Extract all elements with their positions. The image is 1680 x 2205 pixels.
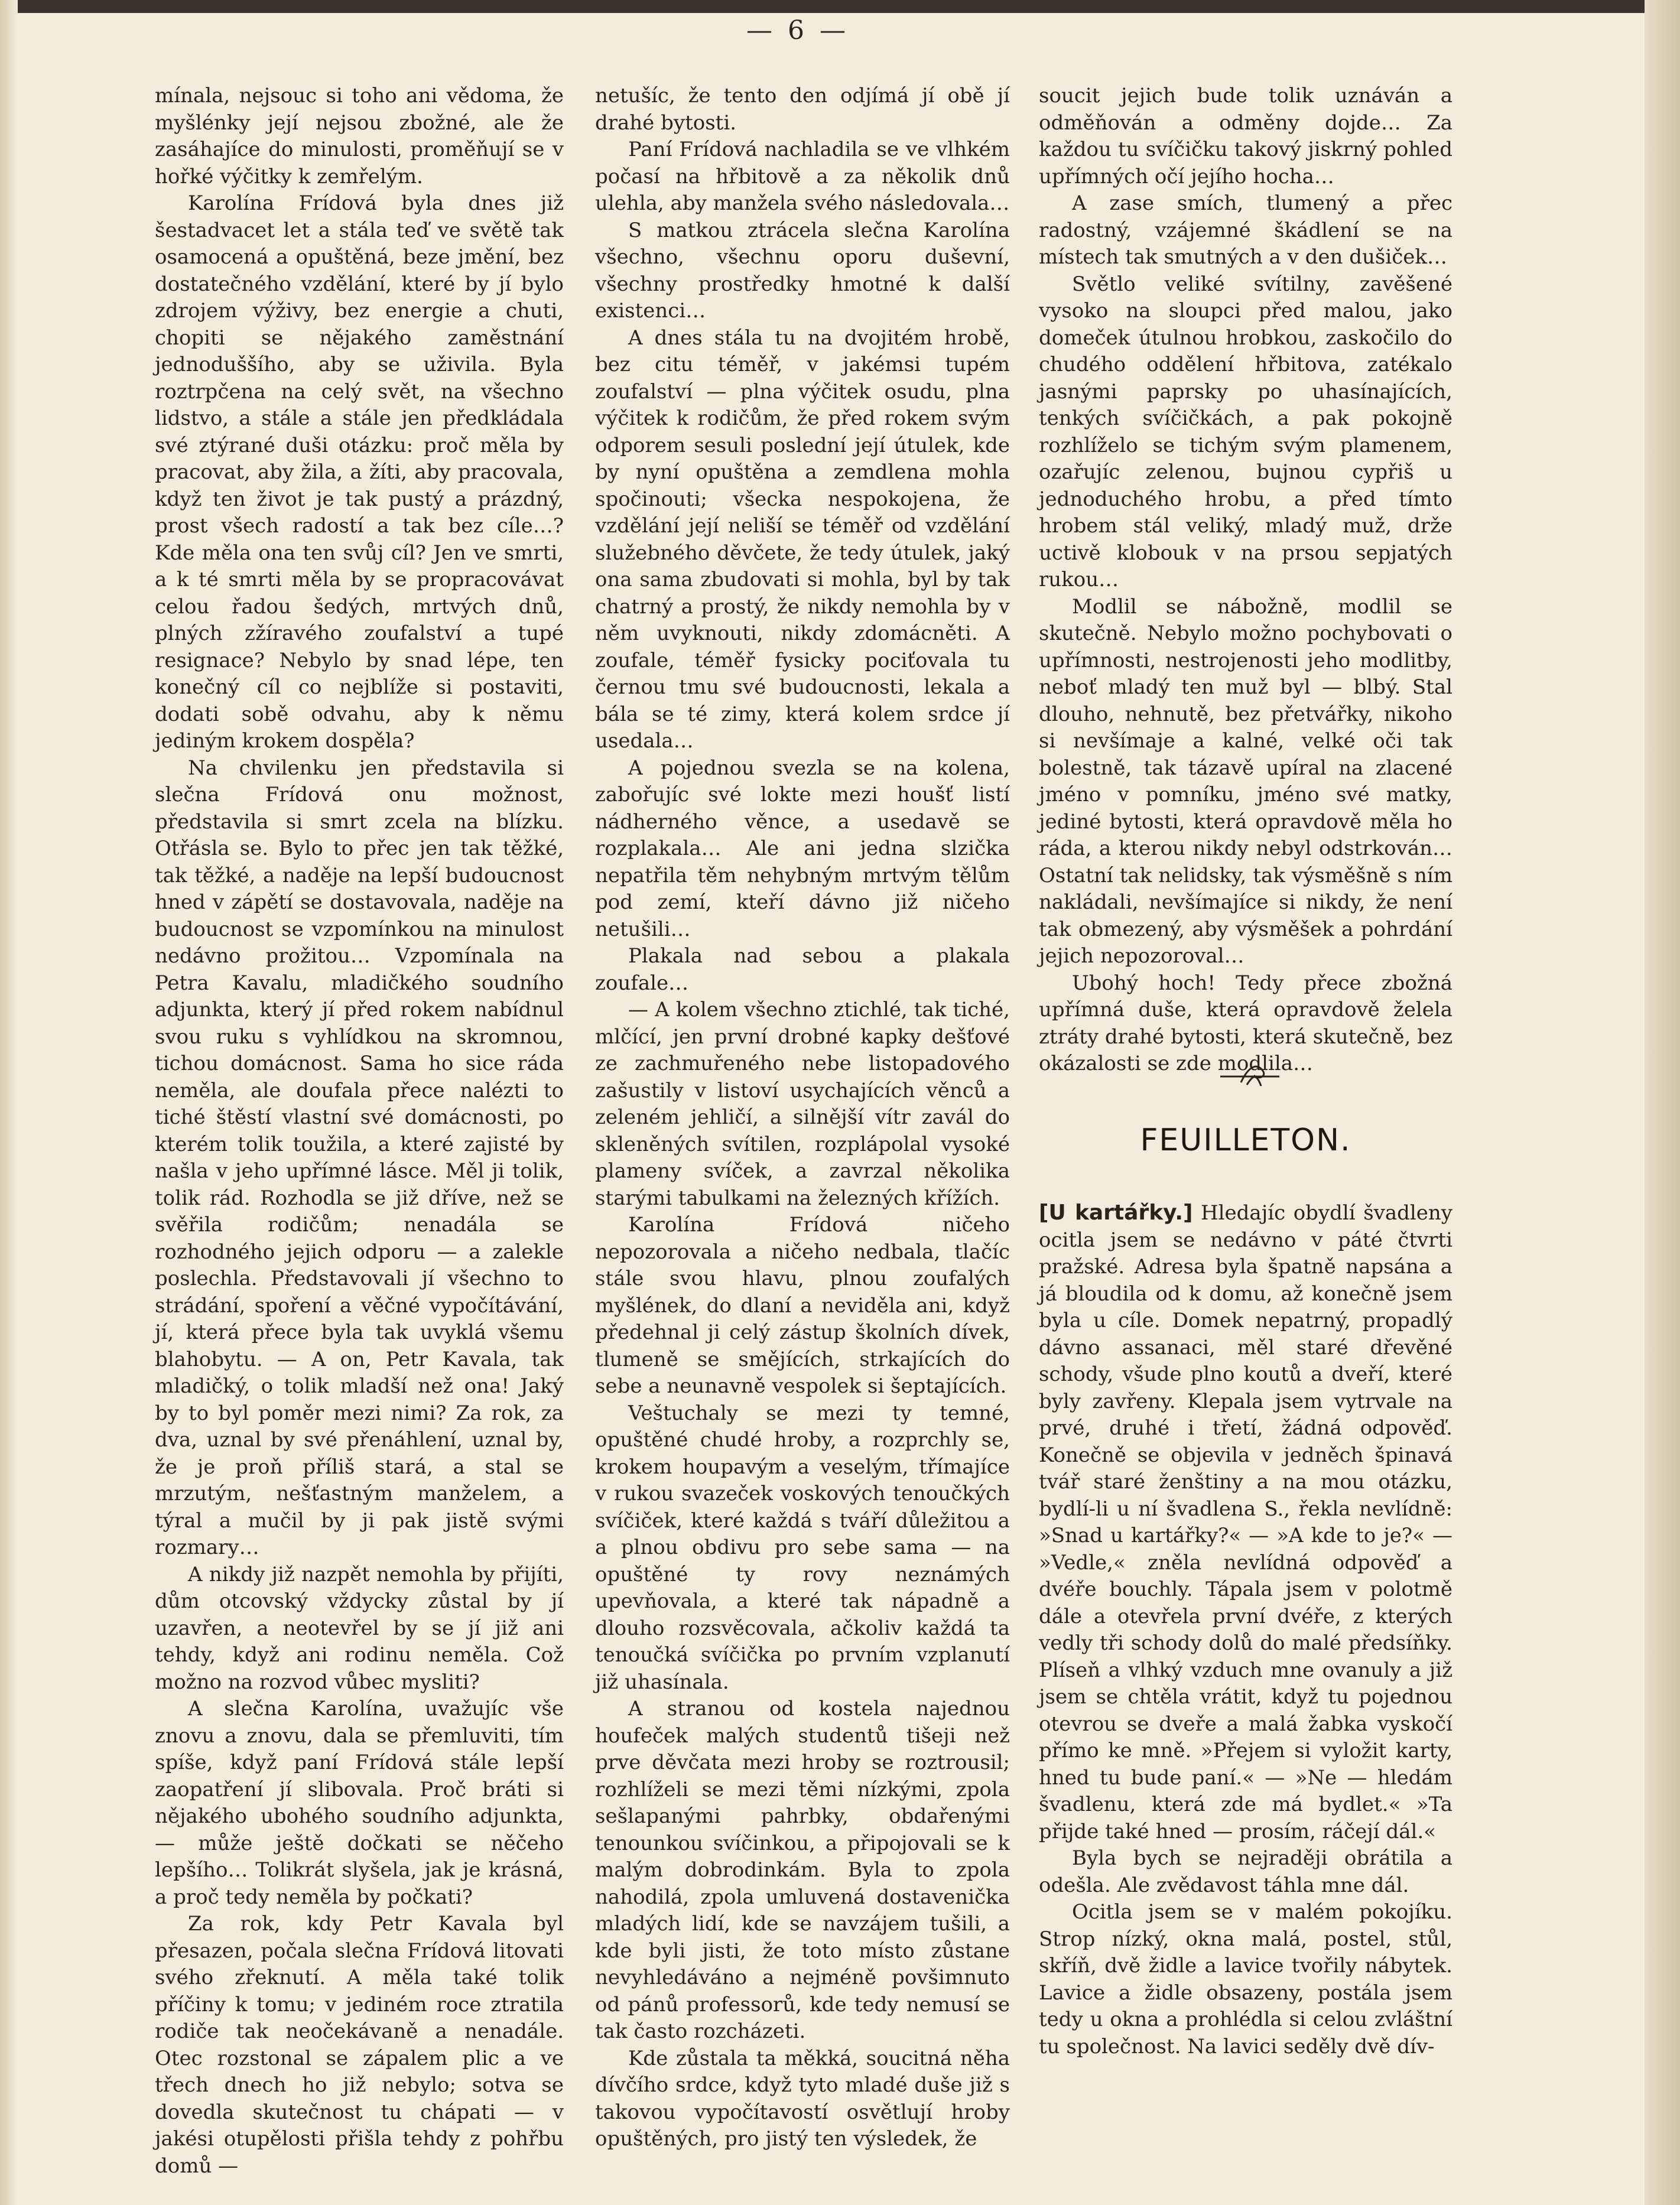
paragraph: — A kolem všechno ztichlé, tak tiché, mlčící, jen první drobné kapky dešťové ze zachmuřeného nebe listopadového zašustily v listoví usychajících věnců a zeleném jehličí, a silnější vítr zavál do skleněných svítilen, rozplápolal vysoké plameny svíček, a zavrzal několika starými tabulkami na železných křížích. [595,998,1010,1210]
page-number: — 6 — [746,15,849,45]
paragraph: Za rok, kdy Petr Kavala byl přesazen, počala slečna Frídová litovati svého zřeknutí. A měla také tolik příčiny k tomu; v jediném roce ztratila rodiče tak neočekávaně a nenadále. Otec rozstonal se zápalem plic a ve třech dnech ho již nebylo; sotva se dovedla skutečnost tu chápati — v jakési otupělosti přišla tehdy z pohřbu domů — [155,1912,564,2178]
page-edge-right [1645,0,1680,2205]
page-edge-left [0,0,18,2205]
text-column-2 [595,83,1010,2153]
paragraph: A pojednou svezla se na kolena, zabořujíc své lokte mezi houšť listí nádherného věnce, a usedavě se rozplakala… Ale ani jedna slzička nepatřila těm nehybným mrtvým tělům pod zemí, kteří dávno již ničeho netušili… [595,756,1010,941]
paragraph [1039,1199,1452,1845]
paragraph: Světlo veliké svítilny, zavěšené vysoko na sloupci před malou, jako domeček útulnou hrobkou, zaskočilo do chudého oddělení hřbitova, zatékalo jasnými paprsky po uhasínajících, tenkých svíčičkách, a pak pokojně rozhlíželo se tichým svým plamenem, ozařujíc zelenou, bujnou cypřiš u jednoduchého hrobu, a před tímto hrobem stál veliký, mladý muž, drže uctivě klobouk v na prsou sepjatých rukou… [1039,272,1452,591]
paragraph: A nikdy již nazpět nemohla by přijíti, dům otcovský vždycky zůstal by jí uzavřen, a neotevřel by se jí již ani tehdy, když ani rodinu neměla. Což možno na rozvod vůbec mysliti? [155,1562,564,1694]
paragraph: Paní Frídová nachladila se ve vlhkém počasí na hřbitově a za několik dnů ulehla, aby manžela svého následovala… [595,138,1010,215]
paragraph: Ubohý hoch! Tedy přece zbožná upřímná duše, která opravdově želela ztráty drahé bytosti, která skutečně, bez okázalosti se zde modlila… [1039,971,1452,1075]
section-heading: FEUILLETON. [1140,1123,1351,1158]
paragraph: netušíc, že tento den odjímá jí obě jí drahé bytosti. [595,84,1010,135]
paragraph: Karolína Frídová ničeho nepozorovala a ničeho nedbala, tlačíc stále svou hlavu, plnou zoufalých myšlének, do dlaní a neviděla ani, když předehnal ji celý zástup školních dívek, tlumeně se smějících, strkajících do sebe a neunavně vespolek si šeptajících. [595,1213,1010,1398]
paragraph: A stranou od kostela najednou houfeček malých studentů tišeji než prve děvčata mezi hroby se roztrousil; rozhlíželi se mezi těmi nízkými, zpola sešlapanými pahrbky, obdařenými tenounkou svíčinkou, a připojovali se k malým dobrodinkám. Byla to zpola nahodilá, zpola umluvená dostavenička mladých lidí, kde se navzájem tušili, a kde byli jisti, že toto místo zůstane nevyhledáváno a nejméně povšimnuto od pánů professorů, kde tedy nemusí se tak často rozcházeti. [595,1697,1010,2043]
paragraph: Ocitla jsem se v malém pokojíku. Strop nízký, okna malá, postel, stůl, skříň, dvě židle a lavice tvořily nábytek. Lavice a židle obsazeny, postála jsem tedy u okna a prohlédla si celou zvláštní tu společnost. Na lavici seděly dvě dív- [1039,1900,1452,2058]
feuilleton-column [1039,1199,1452,2060]
feuilleton-lead: [U kartářky.] [1039,1201,1193,1225]
paragraph: Modlil se nábožně, modlil se skutečně. Nebylo možno pochybovati o upřímnosti, nestrojenosti jeho modlitby, neboť mladý ten muž byl — blbý. Stal dlouho, nehnutě, bez přetvářky, nikoho si nevšímaje a kalné, velké oči tak bolestně, tak tázavě upíral na zlacené jméno v pomníku, jméno své matky, jediné bytosti, která opravdově měla ho ráda, a kterou nikdy nebyl odstrkován… Ostatní tak nelidsky, tak výsměšně s ním nakládali, nevšímajíce si nikdy, že není tak obmezený, aby výsměšek a pohrdání jejich nepozoroval… [1039,594,1452,968]
paragraph: Plakala nad sebou a plakala zoufale… [595,944,1010,995]
text-column-1 [155,83,564,2180]
paragraph: A zase smích, tlumený a přec radostný, vzájemné škádlení se na místech tak smutných a v den dušiček… [1039,191,1452,269]
paragraph-text: Hledajíc obydlí švadleny ocitla jsem se nedávno v páté čtvrti pražské. Adresa byla špatně napsána a já bloudila od k domu, až konečně jsem byla u cíle. Domek nepatrný, propadlý dávno assanaci, měl staré dřevěné schody, všude plno koutů a dveří, které byly zavřeny. Klepala jsem vytrvale na prvé, druhé i třetí, žádná odpověď. Konečně se objevila v jedněch špinavá tvář staré ženštiny a na mou otázku, bydlí-li u ní švadlena S., řekla nevlídně: »Snad u kartářky?« — »A kde to je?« — »Vedle,« zněla nevlídná odpověď a dvéře bouchly. Tápala jsem v polotmě dále a otevřela první dvéře, z kterých vedly tři schody dolů do malé předsíňky. Plíseň a vlhký vzduch mne ovanuly a již jsem se chtěla vrátit, když tu pojednou otevrou se dveře a malá žabka vyskočí přímo ke mně. »Přejem si vyložit karty, hned tu bude paní.« — »Ne — hledám švadlenu, která zde má bydlet.« »Ta přijde také hned — prosím, ráčejí dál.« [1039,1201,1452,1843]
text-column-3 [1039,83,1452,1078]
paragraph: Veštuchaly se mezi ty temné, opuštěné chudé hroby, a rozprchly se, krokem houpavým a veselým, třímajíce v rukou svazeček voskových tenoučkých svíčiček, které každá s tváří důležitou a a plnou obdivu pro sebe sama — na opuštěné ty rovy neznámých upevňovala, a které tak nápadně a dlouho rozsvěcovala, ačkoliv každá ta tenoučká svíčička po prvním vzplanutí již uhasínala. [595,1401,1010,1694]
paragraph: Karolína Frídová byla dnes již šestadvacet let a stála teď ve světě tak osamocená a opuštěná, beze jmění, bez dostatečného vzdělání, které by jí bylo zdrojem výživy, bez energie a chuti, chopiti se nějakého zaměstnání jednoduššího, aby se uživila. Byla roztrpčena na celý svět, na všechno lidstvo, a stále a stále jen předkládala své ztýrané duši otázku: proč měla by pracovat, aby žila, a žíti, aby pracovala, když ten život je tak pustý a prázdný, prost všech radostí a tak bez cíle…? Kde měla ona ten svůj cíl? Jen ve smrti, a k té smrti měla by se propracovávat celou řadou šedých, mrtvých dnů, plných zžíravého zoufalství a tupé resignace? Nebylo by snad lépe, ten konečný cíl co nejblíže si postaviti, dodati sobě odvahu, aby k němu jediným krokem dospěla? [155,191,564,753]
paragraph: Kde zůstala ta měkká, soucitná něha dívčího srdce, když tyto mladé duše již s takovou vypočítavostí osvětlují hroby opuštěných, pro jistý ten výsledek, že [595,2046,1010,2151]
binding-edge [0,0,1680,13]
paragraph: Byla bych se nejraději obrátila a odešla. Ale zvědavost táhla mne dál. [1039,1846,1452,1897]
paragraph: A dnes stála tu na dvojitém hrobě, bez citu téměř, v jakémsi tupém zoufalství — plna výčitek osudu, plna výčitek k rodičům, že před rokem svým odporem sesuli poslední její útulek, kde by nyní opuštěna a zemdlena mohla spočinouti; všecka nespokojena, že vzdělání její neliší se téměř od vzdělání služebného děvčete, že tedy útulek, jaký ona sama zbudovati si mohla, byl by tak chatrný a prostý, že nikdy nemohla by v něm uvyknouti, nikdy zdomácněti. A zoufale, téměř fysicky pociťovala tu černou tmu své budoucnosti, lekala a bála se té zimy, která kolem srdce jí usedala… [595,326,1010,753]
paragraph: mínala, nejsouc si toho ani vědoma, že myšlénky její nejsou zbožné, ale že zasáhajíce do minulosti, proměňují se v hořké výčitky k zemřelým. [155,84,564,188]
paragraph: S matkou ztrácela slečna Karolína všechno, všechnu oporu duševní, všechny prostředky hmotné k další existenci… [595,218,1010,323]
section-divider-ornament-icon [1217,1058,1282,1093]
paragraph: soucit jejich bude tolik uznáván a odměňován a odměny dojde… Za každou tu svíčičku takový jiskrný pohled upřímných očí jejího hocha… [1039,84,1452,188]
paragraph: A slečna Karolína, uvažujíc vše znovu a znovu, dala se přemluviti, tím spíše, když paní Frídová stále lepší zaopatření jí slibovala. Proč bráti si nějakého ubohého soudního adjunkta, — může ještě dočkati se něčeho lepšího… Tolikrát slyšela, jak je krásná, a proč tedy neměla by počkati? [155,1697,564,1909]
paragraph: Na chvilenku jen představila si slečna Frídová onu možnost, představila si smrt zcela na blízku. Otřásla se. Bylo to přec jen tak těžké, tak těžké, a naděje na lepší budoucnost hned v zápětí se dostavovala, naděje na budoucnost se vzpomínkou na minulost nedávno prožitou… Vzpomínala na Petra Kavalu, mladičkého soudního adjunkta, který jí před rokem nabídnul svou ruku s vyhlídkou na skromnou, tichou domácnost. Sama ho sice ráda neměla, ale doufala přece nalézti to tiché štěstí vlastní své domácnosti, po kterém tolik toužila, a které zajisté by našla v jeho upřímné lásce. Měl ji tolik, tolik rád. Rozhodla se již dříve, než se svěřila rodičům; nenadála se rozhodného jejich odporu — a zalekle poslechla. Představovali jí všechno to strádání, spoření a věčné vypočítávání, jí, která přece byla tak uvyklá všemu blahobytu. — A on, Petr Kavala, tak mladičký, o tolik mladší než ona! Jaký by to byl poměr mezi nimi? Za rok, za dva, uznal by své přenáhlení, uznal by, že je proň příliš stará, a stal se mrzutým, nešťastným manželem, a týral a mučil by ji pak jistě svými rozmary… [155,756,564,1559]
